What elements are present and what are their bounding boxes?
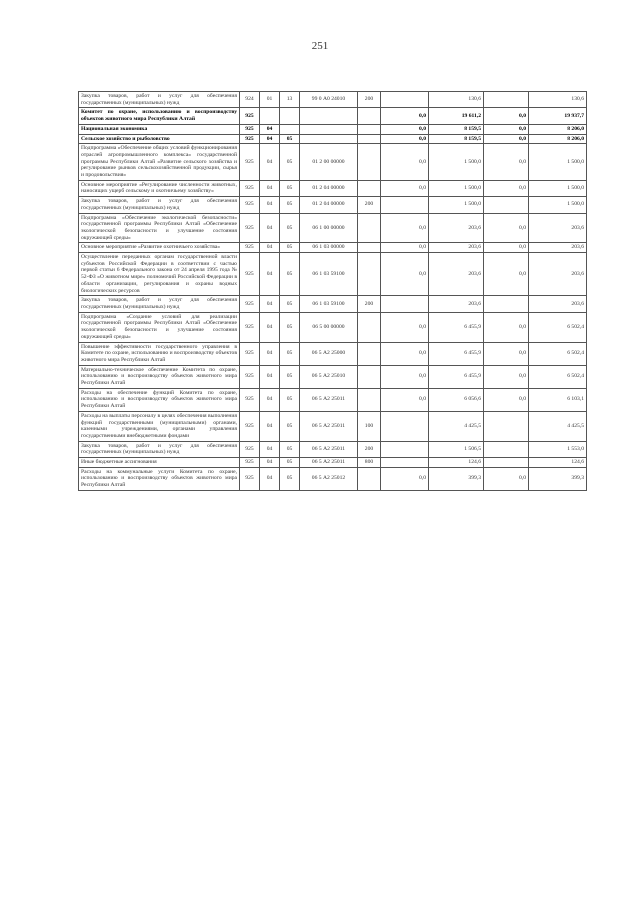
subsection-code-cell: 05	[280, 467, 300, 490]
budget-table-body	[79, 92, 587, 491]
amount-b-cell: 8 159,5	[429, 124, 484, 134]
table-row	[79, 365, 587, 388]
target-article-cell: 06 5 А2 25000	[300, 342, 358, 365]
table-row	[79, 180, 587, 196]
ved-code-cell: 925	[240, 134, 260, 144]
section-code-cell: 04	[260, 441, 280, 457]
row-name-cell: Повышение эффективности государственного управления в Комитете по охране, использованию и воспроизводству объектов животного мира Республики Алтай	[79, 342, 240, 365]
page-number: 251	[311, 40, 329, 52]
expense-type-cell: 800	[358, 458, 381, 468]
amount-b-cell: 130,6	[429, 92, 484, 108]
target-article-cell: 06 5 А2 25010	[300, 365, 358, 388]
table-row	[79, 144, 587, 181]
amount-d-cell: 399,3	[529, 467, 587, 490]
amount-c-cell: 0,0	[484, 253, 529, 296]
expense-type-cell	[358, 467, 381, 490]
amount-c-cell	[484, 441, 529, 457]
amount-d-cell: 6 502,4	[529, 342, 587, 365]
amount-b-cell: 6 455,9	[429, 312, 484, 342]
table-row	[79, 213, 587, 243]
amount-c-cell	[484, 411, 529, 441]
amount-c-cell: 0,0	[484, 388, 529, 411]
amount-a-cell	[381, 411, 429, 441]
section-code-cell: 04	[260, 467, 280, 490]
table-row	[79, 411, 587, 441]
table-row	[79, 296, 587, 312]
table-row	[79, 388, 587, 411]
section-code-cell: 04	[260, 312, 280, 342]
subsection-code-cell: 05	[280, 213, 300, 243]
section-code-cell: 04	[260, 458, 280, 468]
target-article-cell	[300, 108, 358, 124]
amount-c-cell: 0,0	[484, 108, 529, 124]
amount-a-cell	[381, 197, 429, 213]
amount-c-cell	[484, 458, 529, 468]
table-row	[79, 108, 587, 124]
ved-code-cell: 925	[240, 441, 260, 457]
ved-code-cell: 925	[240, 108, 260, 124]
row-name-cell: Основное мероприятие «Развитие охотничьего хозяйства»	[79, 243, 240, 253]
subsection-code-cell: 05	[280, 296, 300, 312]
target-article-cell: 06 5 А2 25011	[300, 411, 358, 441]
ved-code-cell: 925	[240, 197, 260, 213]
amount-d-cell: 8 206,0	[529, 124, 587, 134]
amount-c-cell	[484, 296, 529, 312]
section-code-cell: 04	[260, 134, 280, 144]
amount-b-cell: 4 425,5	[429, 411, 484, 441]
expense-type-cell	[358, 243, 381, 253]
amount-a-cell	[381, 441, 429, 457]
subsection-code-cell: 05	[280, 134, 300, 144]
row-name-cell: Иные бюджетные ассигнования	[79, 458, 240, 468]
section-code-cell: 04	[260, 243, 280, 253]
amount-d-cell: 1 500,0	[529, 144, 587, 181]
amount-d-cell: 6 502,4	[529, 365, 587, 388]
row-name-cell: Подпрограмма «Обеспечение общих условий функционирования отраслей агропромышленного комплекса» государственной программы Республики Алтай «Развитие сельского хозяйства и регулирование рынков сельскохозяйственной продукции, сырья и продовольствия»	[79, 144, 240, 181]
subsection-code-cell: 05	[280, 388, 300, 411]
amount-b-cell: 399,3	[429, 467, 484, 490]
section-code-cell: 04	[260, 144, 280, 181]
section-code-cell: 01	[260, 92, 280, 108]
target-article-cell: 06 1 03 59100	[300, 296, 358, 312]
amount-b-cell: 1 506,5	[429, 441, 484, 457]
expense-type-cell	[358, 213, 381, 243]
expense-type-cell	[358, 180, 381, 196]
amount-b-cell: 6 056,6	[429, 388, 484, 411]
expense-type-cell	[358, 108, 381, 124]
expense-type-cell: 200	[358, 92, 381, 108]
amount-c-cell: 0,0	[484, 124, 529, 134]
section-code-cell	[260, 108, 280, 124]
expense-type-cell	[358, 253, 381, 296]
table-row	[79, 197, 587, 213]
amount-b-cell: 203,6	[429, 213, 484, 243]
target-article-cell: 06 5 А2 25011	[300, 441, 358, 457]
target-article-cell	[300, 134, 358, 144]
amount-b-cell: 6 455,9	[429, 365, 484, 388]
amount-d-cell: 1 553,0	[529, 441, 587, 457]
amount-c-cell: 0,0	[484, 312, 529, 342]
target-article-cell: 06 1 03 00000	[300, 243, 358, 253]
row-name-cell: Закупка товаров, работ и услуг для обеспечения государственных (муниципальных) нужд	[79, 441, 240, 457]
ved-code-cell: 925	[240, 342, 260, 365]
subsection-code-cell	[280, 124, 300, 134]
expense-type-cell: 200	[358, 441, 381, 457]
row-name-cell: Материально-техническое обеспечение Комитета по охране, использованию и воспроизводству объектов животного мира Республики Алтай	[79, 365, 240, 388]
amount-c-cell: 0,0	[484, 213, 529, 243]
subsection-code-cell: 05	[280, 411, 300, 441]
amount-b-cell: 8 159,5	[429, 134, 484, 144]
section-code-cell: 04	[260, 213, 280, 243]
expense-type-cell	[358, 365, 381, 388]
subsection-code-cell: 05	[280, 197, 300, 213]
subsection-code-cell: 05	[280, 458, 300, 468]
section-code-cell: 04	[260, 365, 280, 388]
amount-b-cell: 1 500,0	[429, 144, 484, 181]
expense-type-cell	[358, 312, 381, 342]
section-code-cell: 04	[260, 296, 280, 312]
section-code-cell: 04	[260, 124, 280, 134]
table-row	[79, 342, 587, 365]
row-name-cell: Комитет по охране, использованию и воспроизводству объектов животного мира Республики Алтай	[79, 108, 240, 124]
row-name-cell: Закупка товаров, работ и услуг для обеспечения государственных (муниципальных) нужд	[79, 296, 240, 312]
subsection-code-cell: 05	[280, 253, 300, 296]
amount-a-cell: 0,0	[381, 253, 429, 296]
ved-code-cell: 925	[240, 365, 260, 388]
subsection-code-cell	[280, 108, 300, 124]
ved-code-cell: 925	[240, 213, 260, 243]
expense-type-cell	[358, 342, 381, 365]
ved-code-cell: 925	[240, 144, 260, 181]
target-article-cell: 06 1 00 00000	[300, 213, 358, 243]
amount-d-cell: 203,6	[529, 213, 587, 243]
section-code-cell: 04	[260, 197, 280, 213]
amount-c-cell: 0,0	[484, 144, 529, 181]
amount-b-cell: 203,6	[429, 253, 484, 296]
subsection-code-cell: 05	[280, 243, 300, 253]
target-article-cell: 06 5 00 00000	[300, 312, 358, 342]
expense-type-cell	[358, 134, 381, 144]
amount-d-cell: 8 206,0	[529, 134, 587, 144]
amount-d-cell: 124,6	[529, 458, 587, 468]
table-row	[79, 134, 587, 144]
amount-d-cell: 6 502,4	[529, 312, 587, 342]
target-article-cell: 06 5 А2 25012	[300, 467, 358, 490]
row-name-cell: Расходы на обеспечение функций Комитета по охране, использованию и воспроизводству объектов животного мира Республики Алтай	[79, 388, 240, 411]
ved-code-cell: 925	[240, 253, 260, 296]
row-name-cell: Подпрограмма «Обеспечение экологической безопасности» государственной программы Республики Алтай «Обеспечение экологической безопасности и улучшение состояния окружающей среды»	[79, 213, 240, 243]
table-row	[79, 441, 587, 457]
amount-c-cell: 0,0	[484, 243, 529, 253]
amount-a-cell: 0,0	[381, 312, 429, 342]
expense-type-cell: 200	[358, 197, 381, 213]
section-code-cell: 04	[260, 342, 280, 365]
amount-a-cell: 0,0	[381, 365, 429, 388]
amount-a-cell: 0,0	[381, 108, 429, 124]
expense-type-cell	[358, 124, 381, 134]
amount-c-cell	[484, 197, 529, 213]
subsection-code-cell: 13	[280, 92, 300, 108]
amount-a-cell: 0,0	[381, 213, 429, 243]
amount-d-cell: 130,6	[529, 92, 587, 108]
table-row	[79, 253, 587, 296]
ved-code-cell: 924	[240, 92, 260, 108]
amount-c-cell: 0,0	[484, 342, 529, 365]
ved-code-cell: 925	[240, 180, 260, 196]
amount-b-cell: 1 500,0	[429, 180, 484, 196]
amount-b-cell: 19 611,2	[429, 108, 484, 124]
ved-code-cell: 925	[240, 458, 260, 468]
amount-a-cell: 0,0	[381, 243, 429, 253]
amount-d-cell: 203,6	[529, 296, 587, 312]
expense-type-cell	[358, 144, 381, 181]
ved-code-cell: 925	[240, 124, 260, 134]
amount-d-cell: 6 103,1	[529, 388, 587, 411]
target-article-cell: 06 5 А2 25011	[300, 458, 358, 468]
amount-c-cell	[484, 92, 529, 108]
section-code-cell: 04	[260, 253, 280, 296]
amount-d-cell: 203,6	[529, 243, 587, 253]
amount-a-cell: 0,0	[381, 124, 429, 134]
row-name-cell: Национальная экономика	[79, 124, 240, 134]
section-code-cell: 04	[260, 180, 280, 196]
amount-d-cell: 4 425,5	[529, 411, 587, 441]
target-article-cell: 01 2 04 00000	[300, 180, 358, 196]
amount-a-cell: 0,0	[381, 467, 429, 490]
expense-type-cell: 200	[358, 296, 381, 312]
ved-code-cell: 925	[240, 243, 260, 253]
amount-a-cell	[381, 458, 429, 468]
amount-b-cell: 203,6	[429, 243, 484, 253]
row-name-cell: Сельское хозяйство и рыболовство	[79, 134, 240, 144]
target-article-cell: 01 2 04 00000	[300, 197, 358, 213]
target-article-cell: 06 1 03 59100	[300, 253, 358, 296]
row-name-cell: Закупка товаров, работ и услуг для обеспечения государственных (муниципальных) нужд	[79, 92, 240, 108]
amount-c-cell: 0,0	[484, 180, 529, 196]
expense-type-cell	[358, 388, 381, 411]
row-name-cell: Расходы на коммунальные услуги Комитета по охране, использованию и воспроизводству объектов животного мира Республики Алтай	[79, 467, 240, 490]
subsection-code-cell: 05	[280, 144, 300, 181]
amount-b-cell: 203,6	[429, 296, 484, 312]
ved-code-cell: 925	[240, 312, 260, 342]
table-row	[79, 124, 587, 134]
table-row	[79, 312, 587, 342]
ved-code-cell: 925	[240, 388, 260, 411]
subsection-code-cell: 05	[280, 312, 300, 342]
row-name-cell: Закупка товаров, работ и услуг для обеспечения государственных (муниципальных) нужд	[79, 197, 240, 213]
amount-d-cell: 203,6	[529, 253, 587, 296]
ved-code-cell: 925	[240, 467, 260, 490]
subsection-code-cell: 05	[280, 441, 300, 457]
amount-b-cell: 124,6	[429, 458, 484, 468]
amount-d-cell: 1 500,0	[529, 197, 587, 213]
amount-b-cell: 6 455,9	[429, 342, 484, 365]
amount-a-cell: 0,0	[381, 180, 429, 196]
row-name-cell: Расходы на выплаты персоналу в целях обеспечения выполнения функций государственными (муниципальными) органами, казенными учреждениями, органами управления государственными внебюджетными фондами	[79, 411, 240, 441]
ved-code-cell: 925	[240, 411, 260, 441]
amount-c-cell: 0,0	[484, 365, 529, 388]
subsection-code-cell: 05	[280, 342, 300, 365]
amount-d-cell: 1 500,0	[529, 180, 587, 196]
section-code-cell: 04	[260, 388, 280, 411]
amount-d-cell: 19 937,7	[529, 108, 587, 124]
table-row	[79, 92, 587, 108]
row-name-cell: Основное мероприятие «Регулирование численности животных, наносящих ущерб сельскому и охотничьему хозяйству»	[79, 180, 240, 196]
target-article-cell	[300, 124, 358, 134]
amount-c-cell: 0,0	[484, 467, 529, 490]
amount-a-cell	[381, 296, 429, 312]
amount-c-cell: 0,0	[484, 134, 529, 144]
amount-a-cell	[381, 92, 429, 108]
subsection-code-cell: 05	[280, 180, 300, 196]
ved-code-cell: 925	[240, 296, 260, 312]
table-row	[79, 467, 587, 490]
amount-a-cell: 0,0	[381, 342, 429, 365]
amount-b-cell: 1 500,0	[429, 197, 484, 213]
table-row	[79, 458, 587, 468]
target-article-cell: 01 2 00 00000	[300, 144, 358, 181]
target-article-cell: 06 5 А2 25011	[300, 388, 358, 411]
target-article-cell: 99 0 А0 24010	[300, 92, 358, 108]
amount-a-cell: 0,0	[381, 134, 429, 144]
expense-type-cell: 100	[358, 411, 381, 441]
budget-table	[78, 91, 587, 491]
section-code-cell: 04	[260, 411, 280, 441]
row-name-cell: Осуществление переданных органам государственной власти субъектов Российской Федерации в соответствии с частью первой статьи 6 Федерального закона от 24 апреля 1995 года № 52-ФЗ «О животном мире» полномочий Российской Федерации в области организации, регулирования и охраны водных биологических ресурсов	[79, 253, 240, 296]
table-row	[79, 243, 587, 253]
subsection-code-cell: 05	[280, 365, 300, 388]
amount-a-cell: 0,0	[381, 144, 429, 181]
row-name-cell: Подпрограмма «Создание условий для реализации государственной программы Республики Алтай «Обеспечение экологической безопасности и улучшение состояния окружающей среды»	[79, 312, 240, 342]
amount-a-cell: 0,0	[381, 388, 429, 411]
